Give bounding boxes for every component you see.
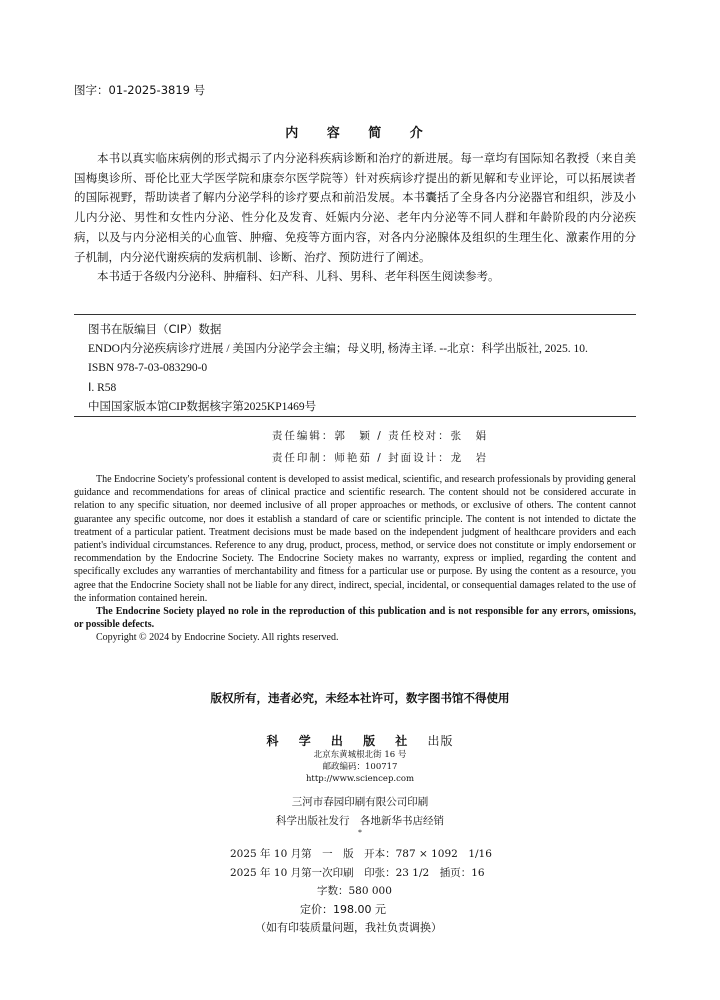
printer-name: 三河市春园印刷有限公司印刷	[291, 796, 429, 808]
summary-paragraph: 本书以真实临床病例的形式揭示了内分泌科疾病诊断和治疗的新进展。每一章均有国际知名教授（来自美国梅奥诊所、哥伦比亚大学医学院和康奈尔医学院等）针对疾病诊疗提出的新见解和专业评论，可以拓展读者的国际视野，帮助读者了解内分泌学科的诊疗要点和前沿发展。本书囊括了全身各内分泌器官和组织，涉及小儿内分泌、男性和女性内分泌、性分化及发育、妊娠内分泌、老年内分泌等不同人群和年龄阶段的内分泌疾病，以及与内分泌相关的心血管、肿瘤、免疫等方面内容，对各内分泌腺体及组织的生理生化、激素作用的分子机制，内分泌代谢疾病的发病机制、诊断、治疗、预防进行了阐述。	[74, 151, 636, 264]
printer-block	[0, 793, 720, 831]
edition-line: 2025 年 10 月第 一 版 开本：787 × 1092 1/16	[230, 848, 492, 860]
summary-title: 内 容 简 介	[285, 126, 435, 141]
cip-heading: 图书在版编目（CIP）数据	[88, 322, 222, 336]
cip-bibliographic-line: ENDO内分泌疾病诊疗进展 / 美国内分泌学会主编；母义明, 杨涛主译. --北京：科学出版社, 2025. 10.	[88, 342, 588, 355]
publisher-name: 科 学 出 版 社	[266, 734, 416, 748]
cip-isbn: ISBN 978-7-03-083290-0	[88, 362, 208, 375]
edition-block	[230, 845, 492, 938]
summary-section	[74, 149, 636, 287]
record-number: 图字：01-2025-3819 号	[74, 83, 206, 97]
publisher-suffix: 出版	[427, 734, 454, 748]
rights-statement: 版权所有，违者必究，未经本社许可，数字图书馆不得使用	[210, 691, 510, 705]
cip-classification: Ⅰ. R58	[88, 381, 117, 394]
copyright-line: Copyright © 2024 by Endocrine Society. All rights reserved.	[96, 632, 339, 644]
cip-top-rule	[74, 314, 636, 315]
printing-line: 2025 年 10 月第一次印刷 印张：23 1/2 插页：16	[230, 866, 485, 879]
publisher-url: http://www.sciencep.com	[305, 774, 415, 784]
publisher-postcode: 邮政编码：100717	[322, 762, 398, 772]
quality-note: （如有印装质量问题，我社负责调换）	[255, 921, 442, 934]
distribution-line: 科学出版社发行 各地新华书店经销	[276, 815, 444, 827]
price: 定价：198.00 元	[300, 902, 386, 916]
cip-bottom-rule	[74, 416, 636, 417]
summary-paragraph: 本书适于各级内分泌科、肿瘤科、妇产科、儿科、男科、老年科医生阅读参考。	[97, 269, 500, 284]
disclaimer-body: The Endocrine Society's professional content is developed to assist medical, scientific, and research professionals by providing general guidance and recommendations for areas of clinical practice and scientific research. The content should not be considered accurate in relation to any specific situation, nor deemed inclusive of all proper approaches or methods, or exclusive of others. The content cannot guarantee any specific outcome, nor does it establish a standard of care or scientific principle. The content is not intended to dictate the treatment of a particular patient. Treatment decisions must be made based on the independent judgment of healthcare providers and each patient's individual circumstances. Reference to any drug, product, process, method, or service does not constitute or imply endorsement or recommendation by the Endocrine Society. The Endocrine Society makes no warranty, express or implied, regarding the content and specifically excludes any warranties of merchantability and fitness for a particular use or purpose. By using the content as a resource, you agree that the Endocrine Society shall not be liable for any direct, indirect, special, incidental, or consequential damages related to the use of the information contained herein.	[74, 474, 637, 604]
publisher-block	[0, 732, 720, 785]
word-count: 字数：580 000	[317, 885, 392, 897]
cip-record-number: 中国国家版本馆CIP数据核字第2025KP1469号	[88, 401, 317, 414]
staff-credits	[0, 425, 720, 469]
publisher-address: 北京东黄城根北街 16 号	[313, 750, 407, 760]
publisher-name-line	[0, 732, 720, 749]
staff-line-editors: 责任编辑：郭 颖 / 责任校对：张 娟	[271, 430, 489, 442]
cip-block	[88, 320, 636, 418]
separator-star: *	[358, 828, 362, 837]
disclaimer	[74, 473, 636, 645]
disclaimer-bold-note: The Endocrine Society played no role in the reproduction of this publication and is not responsible for any errors, omissions, or possible defects.	[74, 606, 636, 631]
staff-line-production: 责任印制：师艳茹 / 封面设计：龙 岩	[271, 452, 489, 464]
